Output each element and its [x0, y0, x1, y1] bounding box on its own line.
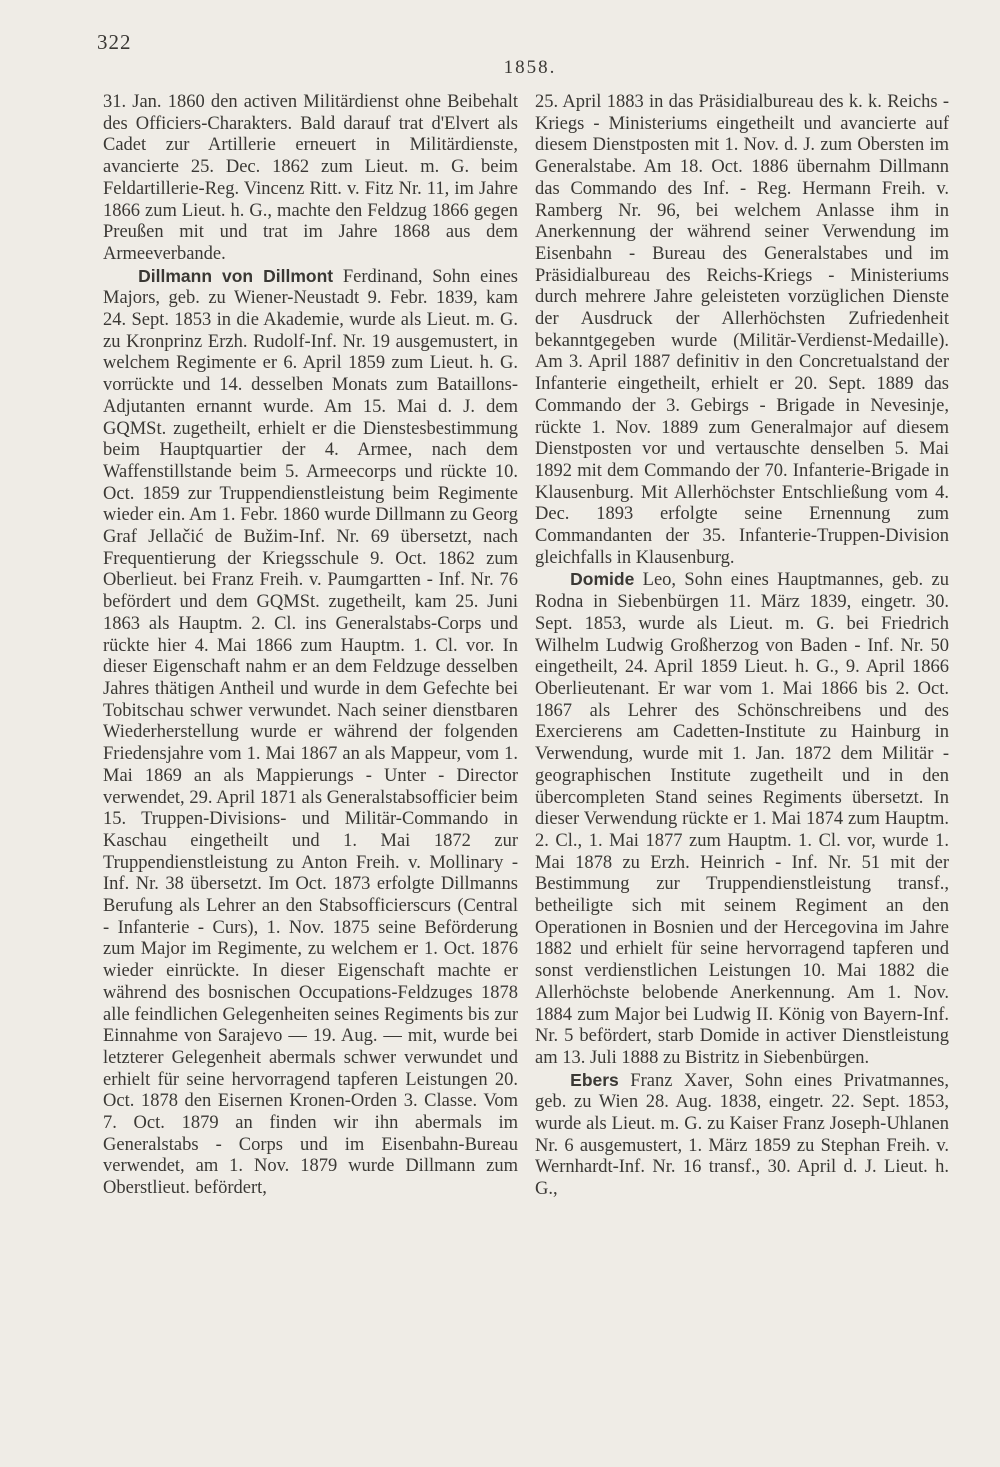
right-column — [535, 92, 949, 1201]
running-head-year: 1858. — [503, 57, 557, 78]
left-column — [103, 92, 518, 1200]
entry-text: Ferdinand, Sohn eines Majors, geb. zu Wiener-Neustadt 9. Febr. 1839, kam 24. Sept. 1853 in die Akademie, wurde als Lieut. m. G. zu Kronprinz Erzh. Rudolf-Inf. Nr. 19 ausgemustert, in welchem Regimente er 6. April 1859 zum Lieut. h. G. vorrückte und 14. desselben Monats zum Bataillons-Adjutanten ernannt wurde. Am 15. Mai d. J. dem GQMSt. zugetheilt, erhielt er die Dienstesbestimmung beim Hauptquartier der 4. Armee, nach dem Waffenstillstande beim 5. Armeecorps und rückte 10. Oct. 1859 zur Truppendienstleistung beim Regimente wieder ein. Am 1. Febr. 1860 wurde Dillmann zu Georg Graf Jellačić de Bužim-Inf. Nr. 69 übersetzt, nach Frequentierung der Kriegsschule 9. Oct. 1862 zum Oberlieut. bei Franz Freih. v. Paumgartten - Inf. Nr. 76 befördert und dem GQMSt. zugetheilt, kam 25. Juni 1863 als Hauptm. 2. Cl. ins Generalstabs-Corps und rückte hier 4. Mai 1866 zum Hauptm. 1. Cl. vor. In dieser Eigenschaft nahm er an dem Feldzuge desselben Jahres thätigen Antheil und wurde in dem Gefechte bei Tobitschau schwer verwundet. Nach seiner dienstbaren Wiederherstellung wurde er während der folgenden Friedensjahre vom 1. Mai 1867 an als Mappeur, vom 1. Mai 1869 an als Mappierungs - Unter - Director verwendet, 29. April 1871 als Generalstabsofficier beim 15. Truppen-Divisions- und Militär-Commando in Kaschau eingetheilt und 1. Mai 1872 zur Truppendienstleistung zu Anton Freih. v. Mollinary - Inf. Nr. 38 übersetzt. Im Oct. 1873 erfolgte Dillmanns Berufung als Lehrer an den Stabsofficierscurs (Central - Infanterie - Curs), 1. Nov. 1875 seine Beförderung zum Major im Regimente, zu welchem er 1. Oct. 1876 wieder einrückte. In dieser Eigenschaft machte er während des bosnischen Occupations-Feldzuges 1878 alle feindlichen Gelegenheiten seines Regiments bis zur Einnahme von Sarajevo — 19. Aug. — mit, wurde bei letzterer Gelegenheit abermals schwer verwundet und erhielt für seine hervorragend tapferen Leistungen 20. Oct. 1878 den Eisernen Kronen-Orden 3. Classe. Vom 7. Oct. 1879 an finden wir ihn abermals im Generalstabs - Corps und im Eisenbahn-Bureau verwendet, am 1. Nov. 1879 wurde Dillmann zum Oberstlieut. befördert, — [103, 266, 518, 1199]
entry-ebers — [535, 1070, 949, 1201]
page-number: 322 — [97, 30, 132, 54]
entry-domide — [535, 569, 949, 1069]
entry-dillmann — [103, 266, 518, 1200]
continuation-paragraph: 31. Jan. 1860 den activen Militärdienst ohne Beibehalt des Officiers-Charakters. Bald darauf trat d'Elvert als Cadet zur Artillerie erneuert in Militärdienste, avancierte 25. Dec. 1862 zum Lieut. m. G. beim Feldartillerie-Reg. Vincenz Ritt. v. Fitz Nr. 11, im Jahre 1866 zum Lieut. h. G., machte den Feldzug 1866 gegen Preußen mit und trat im Jahre 1868 aus dem Armeeverbande. — [103, 92, 518, 264]
entry-text: Leo, Sohn eines Hauptmannes, geb. zu Rodna in Siebenbürgen 11. März 1839, eingetr. 30. Sept. 1853, wurde als Lieut. m. G. bei Friedrich Wilhelm Ludwig Großherzog von Baden - Inf. Nr. 50 eingetheilt, 24. April 1859 Lieut. h. G., 9. April 1866 Oberlieutenant. Er war vom 1. Mai 1866 bis 2. Oct. 1867 als Lehrer des Schönschreibens und des Exercierens am Cadetten-Institute zu Hainburg in Verwendung, wurde mit 1. Jan. 1872 dem Militär - geographischen Institute zugetheilt und in den übercompleten Stand seines Regiments übersetzt. In dieser Verwendung rückte er 1. Mai 1874 zum Hauptm. 2. Cl., 1. Mai 1877 zum Hauptm. 1. Cl. vor, wurde 1. Mai 1878 zu Erzh. Heinrich - Inf. Nr. 51 mit der Bestimmung zur Truppendienstleistung transf., betheiligte sich mit seinem Regiment an den Operationen in Bosnien und der Hercegovina im Jahre 1882 und erhielt für seine hervorragend tapferen und sonst verdienstlichen Leistungen 10. Mai 1882 die Allerhöchste belobende Anerkennung. Am 1. Nov. 1884 zum Major bei Ludwig II. König von Bayern-Inf. Nr. 5 befördert, starb Domide in activer Dienstleistung am 13. Juli 1888 zu Bistritz in Siebenbürgen. — [535, 570, 949, 1068]
entry-name: Ebers — [570, 1069, 619, 1090]
entry-name: Domide — [570, 569, 635, 590]
continuation-paragraph: 25. April 1883 in das Präsidialbureau des k. k. Reichs - Kriegs - Ministeriums eingetheilt und avancierte auf diesem Dienstposten mit 1. Nov. d. J. zum Obersten im Generalstabe. Am 18. Oct. 1886 übernahm Dillmann das Commando des Inf. - Reg. Hermann Freih. v. Ramberg Nr. 96, bei welchem Anlasse ihm in Anerkennung der während seiner Verwendung im Eisenbahn - Bureau des Generalstabes und im Präsidialbureau des Reichs-Kriegs - Ministeriums durch mehrere Jahre geleisteten vorzüglichen Dienste der Ausdruck der Allerhöchsten Zufriedenheit bekanntgegeben wurde (Militär-Verdienst-Medaille). Am 3. April 1887 definitiv in den Concretualstand der Infanterie eingetheilt, erhielt er 20. Sept. 1889 das Commando der 3. Gebirgs - Brigade in Nevesinje, rückte 1. Nov. 1889 zum Generalmajor auf diesem Dienstposten vor und vertauschte denselben 5. Mai 1892 mit dem Commando der 70. Infanterie-Brigade in Klausenburg. Mit Allerhöchster Entschließung vom 4. Dec. 1893 erfolgte seine Ernennung zum Commandanten der 35. Infanterie-Truppen-Division gleichfalls in Klausenburg. — [535, 92, 949, 568]
entry-name: Dillmann von Dillmont — [138, 265, 334, 286]
entry-text: Franz Xaver, Sohn eines Privatmannes, geb. zu Wien 28. Aug. 1838, eingetr. 22. Sept. 1853, wurde als Lieut. m. G. zu Kaiser Franz Joseph-Uhlanen Nr. 6 ausgemustert, 1. März 1859 zu Stephan Freih. v. Wernhardt-Inf. Nr. 16 transf., 30. April d. J. Lieut. h. G., — [535, 1070, 949, 1200]
